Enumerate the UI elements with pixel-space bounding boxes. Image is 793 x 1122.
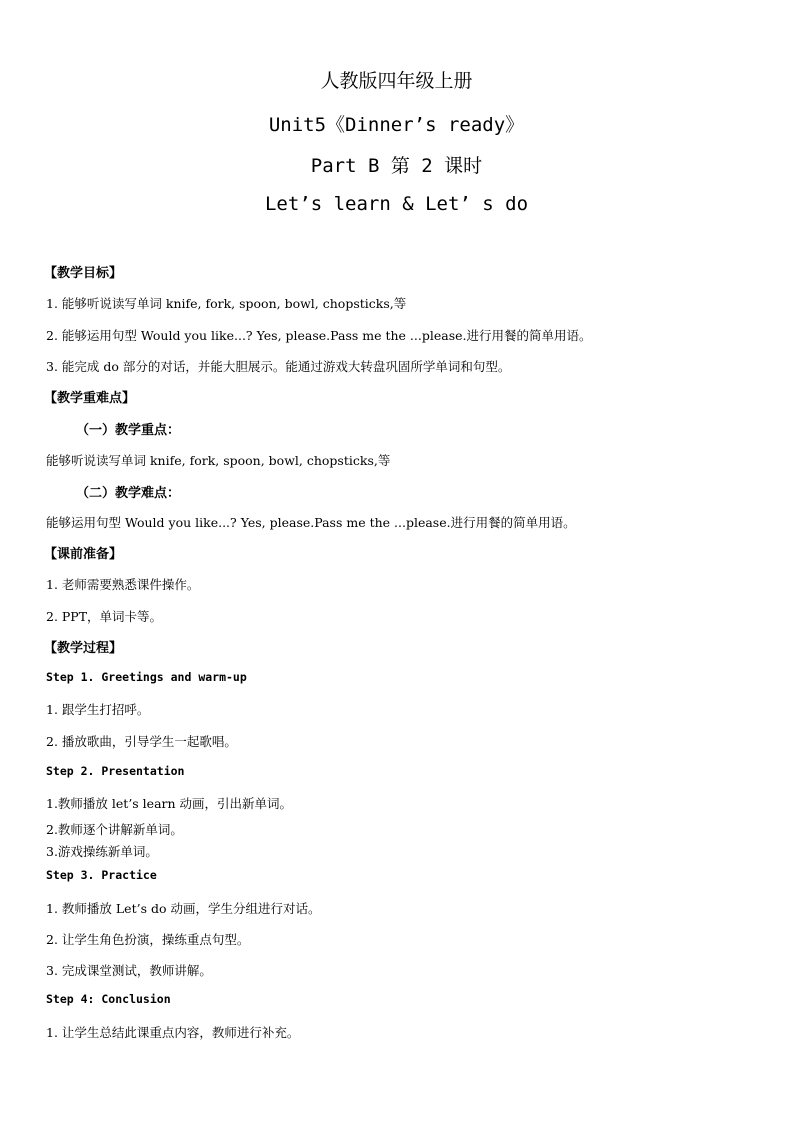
goal-item: 1. 能够听说读写单词 knife, fork, spoon, bowl, chopsticks,等 (46, 296, 407, 311)
difficulty-text: 能够运用句型 Would you like...? Yes, please.Pass me the ...please.进行用餐的简单用语。 (46, 515, 576, 530)
step-item: 1. 让学生总结此课重点内容，教师进行补充。 (46, 1025, 300, 1040)
step-title: Step 3. Practice (46, 868, 157, 882)
focus-label: （一）教学重点： (76, 423, 181, 438)
grade-title: 人教版四年级上册 (320, 70, 473, 92)
goals-heading: 【教学目标】 (44, 266, 123, 281)
difficulty-label: （二）教学难点： (76, 486, 181, 501)
goal-item: 2. 能够运用句型 Would you like...? Yes, please.Pass me the ...please.进行用餐的简单用语。 (46, 328, 592, 343)
step-item: 3.游戏操练新单词。 (46, 844, 158, 859)
goal-item: 3. 能完成 do 部分的对话，并能大胆展示。能通过游戏大转盘巩固所学单词和句型。 (46, 359, 511, 374)
step-item: 1.教师播放 let’s learn 动画，引出新单词。 (46, 796, 293, 811)
lesson-title: Let’s learn & Let’ s do (264, 193, 529, 215)
preparation-item: 2. PPT，单词卡等。 (46, 609, 163, 624)
step-item: 1. 教师播放 Let’s do 动画，学生分组进行对话。 (46, 901, 321, 916)
step-item: 3. 完成课堂测试，教师讲解。 (46, 963, 212, 978)
step-title: Step 2. Presentation (46, 764, 185, 778)
keypoints-heading: 【教学重难点】 (44, 391, 136, 406)
process-heading: 【教学过程】 (44, 641, 123, 656)
preparation-item: 1. 老师需要熟悉课件操作。 (46, 577, 200, 592)
unit-title: Unit5《Dinner’s ready》 (268, 114, 525, 136)
step-title: Step 1. Greetings and warm-up (46, 670, 247, 684)
preparation-heading: 【课前准备】 (44, 547, 123, 562)
step-item: 2. 让学生角色扮演，操练重点句型。 (46, 932, 250, 947)
focus-text: 能够听说读写单词 knife, fork, spoon, bowl, chopsticks,等 (46, 453, 391, 468)
step-title: Step 4: Conclusion (46, 992, 171, 1006)
part-title: Part B 第 2 课时 (310, 155, 483, 177)
step-item: 1. 跟学生打招呼。 (46, 702, 150, 717)
step-item: 2.教师逐个讲解新单词。 (46, 822, 183, 837)
step-item: 2. 播放歌曲，引导学生一起歌唱。 (46, 734, 237, 749)
